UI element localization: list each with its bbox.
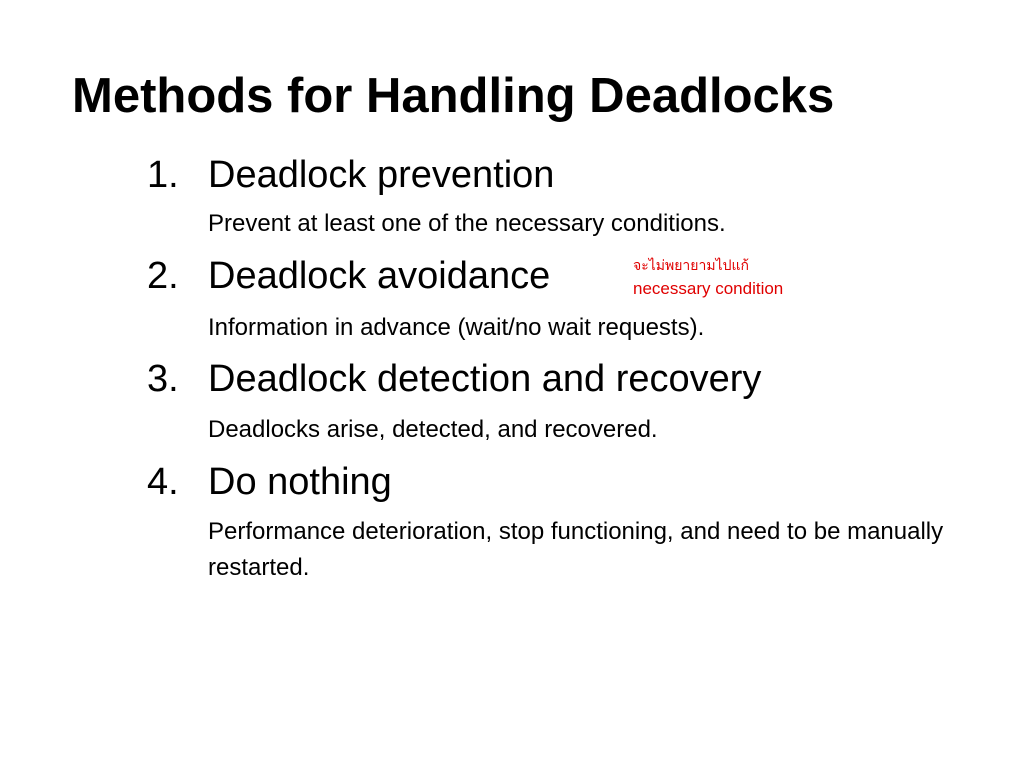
list-item-detail: Deadlocks arise, detected, and recovered. <box>208 416 658 443</box>
list-item-title: Deadlock prevention <box>208 154 555 196</box>
list-item-heading <box>147 459 392 505</box>
list-item-number: 2. <box>147 255 179 297</box>
list-item-title: Do nothing <box>208 461 392 503</box>
list-item-number: 1. <box>147 154 179 196</box>
list-item-number: 3. <box>147 358 179 400</box>
list-item-detail: Information in advance (wait/no wait requests). <box>208 314 705 341</box>
list-item-heading <box>147 356 761 402</box>
slide-title: Methods for Handling Deadlocks <box>72 69 835 123</box>
annotation-english: necessary condition <box>633 279 784 298</box>
list-item-title: Deadlock detection and recovery <box>208 358 762 400</box>
list-item-heading <box>147 152 554 198</box>
list-item-heading <box>147 253 550 299</box>
annotation-thai: จะไม่พยายามไปแก้ <box>633 257 750 273</box>
list-item-detail: Prevent at least one of the necessary conditions. <box>208 210 726 237</box>
list-item-number: 4. <box>147 461 179 503</box>
list-item-detail: Performance deterioration, stop functioning, and need to be manually restarted. <box>208 518 944 581</box>
red-annotation <box>633 254 783 301</box>
list-item-title: Deadlock avoidance <box>208 255 551 297</box>
